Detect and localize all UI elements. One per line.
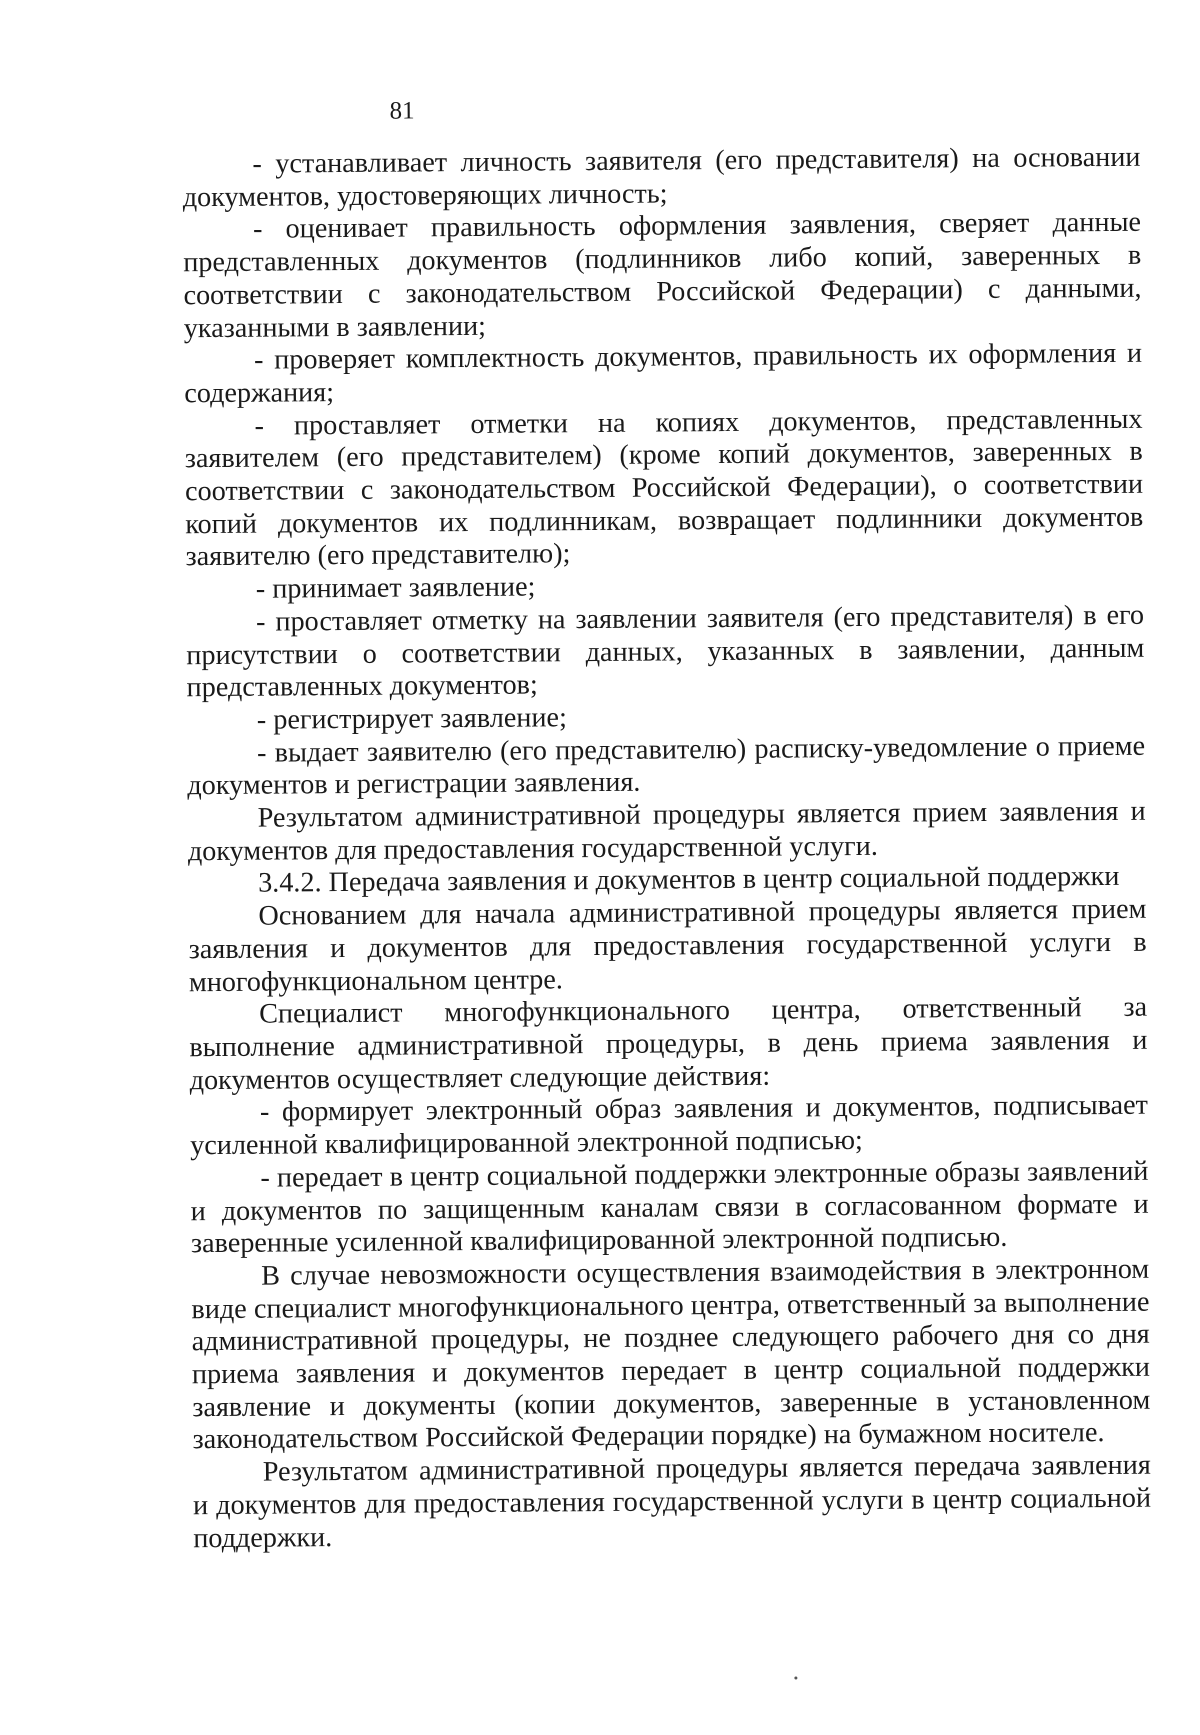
paragraph-2: - оценивает правильность оформления заявления, сверяет данные представленных документов (подлинников либо копий, заверенных в соответствии с законодательством Российской Федерации) с данными, указанными в заявлении;: [183, 207, 1142, 344]
section-heading: 3.4.2. Передача заявления и документов в центр социальной поддержки: [258, 861, 1120, 900]
paragraph-13: - формирует электронный образ заявления и документов, подписывает усиленной квалифицированной электронной подписью;: [190, 1090, 1149, 1162]
paragraph-5: - принимает заявление;: [255, 571, 536, 605]
paragraph-7: - регистрирует заявление;: [256, 702, 567, 736]
paragraph-9: Результатом административной процедуры является прием заявления и документов для предоставления государственной услуги.: [187, 795, 1146, 868]
paragraph-1: - устанавливает личность заявителя (его представителя) на основании документов, удостоверяющих личность;: [182, 141, 1141, 213]
paragraph-11: Основанием для начала административной процедуры является прием заявления и документов для предоставления государственной услуги в многофункциональном центре.: [188, 893, 1147, 998]
document-body: [182, 142, 1151, 1556]
paragraph-16: Результатом административной процедуры является передача заявления и документов для предоставления государственной услуги в центр социальной поддержки.: [192, 1449, 1152, 1554]
page-number: 81: [389, 97, 415, 125]
paragraph-4: - проставляет отметки на копиях документов, представленных заявителем (его представителем) (кроме копий документов, заверенных в соответствии с законодательством Российской Федерации), о соответствии копий документов их подлинникам, возвращает подлинники документов заявителю (его представителю);: [184, 403, 1144, 573]
paragraph-8: - выдает заявителю (его представителю) расписку-уведомление о приеме документов и регистрации заявления.: [187, 730, 1146, 802]
paragraph-15: В случае невозможности осуществления взаимодействия в электронном виде специалист многофункционального центра, ответственный за выполнение административной процедуры, не позднее следующего рабочего дня со дня приема заявления и документов передает в центр социальной поддержки заявление и документы (копии документов, заверенные в установленном законодательством Российской Федерации порядке) на бумажном носителе.: [191, 1253, 1151, 1456]
paragraph-14: - передает в центр социальной поддержки электронные образы заявлений и документов по защищенным каналам связи в согласованном формате и заверенные усиленной квалифицированной электронной подписью.: [190, 1155, 1149, 1260]
paragraph-6: - проставляет отметку на заявлении заявителя (его представителя) в его присутствии о соответствии данных, указанных в заявлении, данным представленных документов;: [186, 599, 1145, 704]
paragraph-12: Специалист многофункционального центра, ответственный за выполнение административной процедуры, в день приема заявления и документов осуществляет следующие действия:: [189, 991, 1148, 1096]
scan-speck: [794, 1676, 797, 1679]
paragraph-3: - проверяет комплектность документов, правильность их оформления и содержания;: [184, 337, 1143, 410]
